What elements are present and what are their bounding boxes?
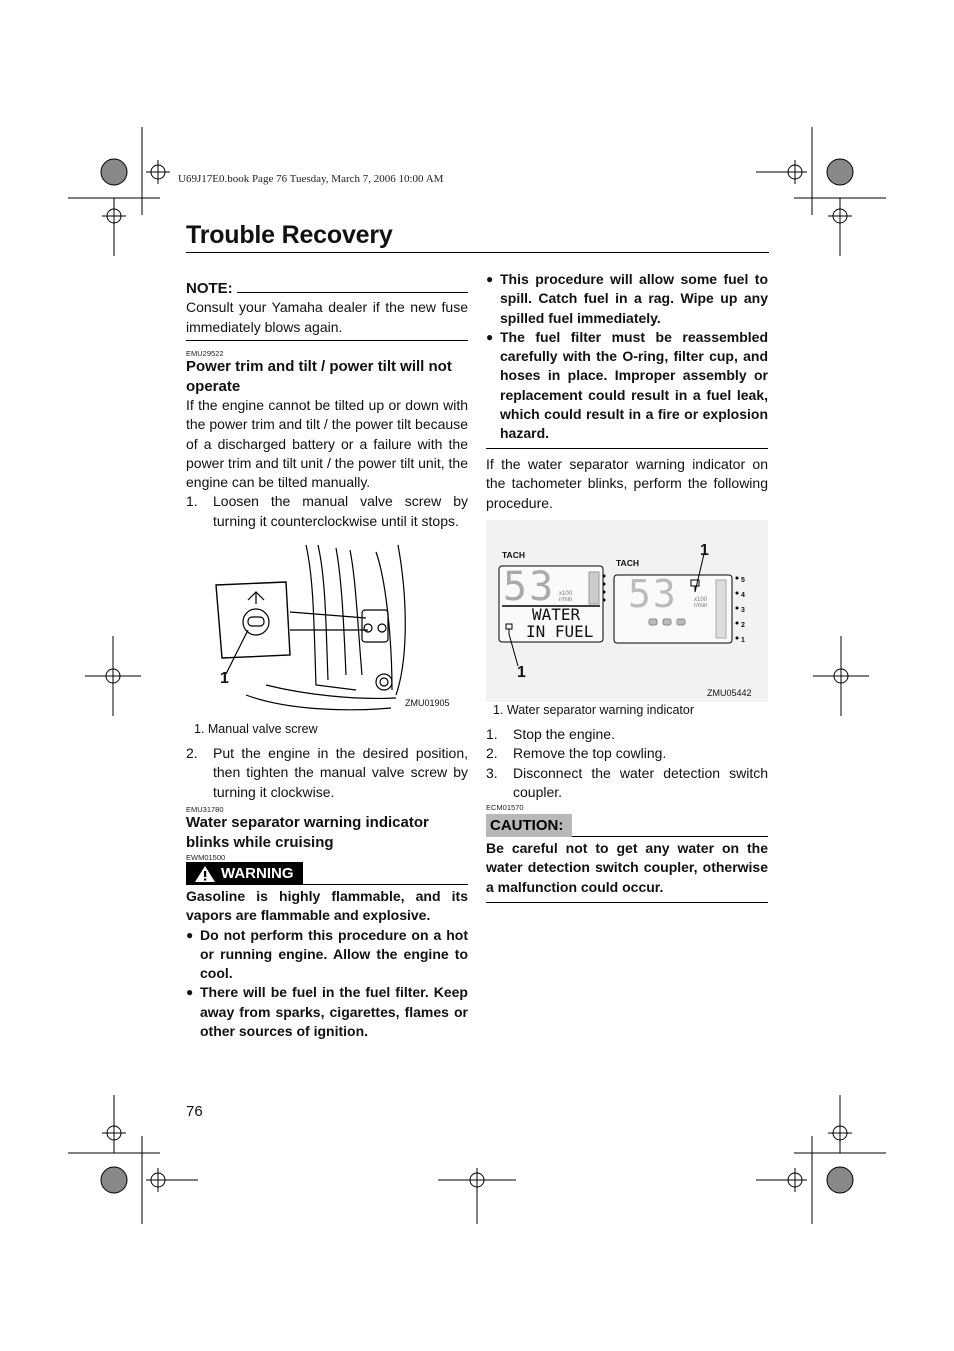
rpm-digits-left: 53 (503, 564, 556, 610)
caution-end-rule (486, 902, 768, 903)
warning-end-rule (486, 448, 768, 449)
rpm-unit-right-bottom: r/min (694, 603, 708, 609)
figure-caption: 1. Manual valve screw (194, 722, 318, 736)
warning-bullet (186, 983, 468, 1041)
scale-label: 2 (741, 622, 745, 629)
section-water-separator (186, 805, 468, 862)
tach-label-left: TACH (502, 550, 525, 560)
rpm-unit-left-bottom: r/min (559, 597, 573, 603)
warning-bullet (486, 270, 768, 328)
step-item (186, 492, 468, 531)
figure-tachometer (486, 520, 768, 702)
manual-valve-illustration (186, 540, 468, 715)
note-rule (237, 292, 468, 293)
figure-code: ZMU05442 (707, 688, 752, 698)
warning-body-left (186, 887, 468, 1041)
scale-label: 1 (741, 637, 745, 644)
note-label: NOTE: (186, 280, 233, 297)
step-number: 2. (486, 745, 498, 762)
tachometer-illustration (486, 520, 768, 702)
step-number: 1. (486, 726, 498, 742)
warning-bullet-text: There will be fuel in the fuel filter. Keep away from sparks, cigarettes, flames or other sources of ignition. (200, 984, 468, 1040)
step-item (486, 744, 768, 763)
warning-body-right (486, 270, 768, 444)
warning-label-box (186, 862, 303, 885)
warning-intro: Gasoline is highly flammable, and its vapors are flammable and explosive. (186, 888, 468, 924)
warning-label: WARNING (221, 865, 294, 882)
warning-code: EWM01500 (186, 853, 226, 862)
caution-label-box (486, 814, 572, 837)
figure-callout-number: 1 (517, 664, 526, 681)
scale-label: 4 (741, 592, 745, 599)
caution-text: Be careful not to get any water on the water detection switch coupler, otherwise a malfunction could occur. (486, 840, 768, 895)
warning-bullet-text: Do not perform this procedure on a hot or running engine. Allow the engine to cool. (200, 926, 468, 982)
bullet-dot: ● (486, 329, 494, 344)
caution-code: ECM01570 (486, 803, 524, 812)
warning-rule (303, 884, 468, 885)
bullet-dot: ● (486, 272, 494, 286)
warning-bullet (186, 926, 468, 984)
warning-bullet-text: This procedure will allow some fuel to spill. Catch fuel in a rag. Wipe up any spilled fuel immediately. (500, 271, 768, 326)
section-code: EMU29522 (186, 349, 224, 358)
figure-code: ZMU01905 (405, 698, 450, 708)
section-heading: Water separator warning indicator blinks while cruising (186, 814, 429, 851)
section-code: EMU31780 (186, 805, 224, 814)
step-number: 3. (486, 764, 498, 781)
scale-label: 3 (741, 607, 745, 614)
figure-callout-number: 1 (220, 670, 229, 687)
left-column (186, 279, 468, 337)
body-paragraph: If the water separator warning indicator on the tachometer blinks, perform the following procedure. (486, 456, 768, 511)
step-list (486, 725, 768, 802)
step-item (486, 764, 768, 803)
step-text: Disconnect the water detection switch coupler. (513, 764, 768, 800)
step-text: Remove the top cowling. (513, 745, 667, 762)
caution-label: CAUTION: (490, 817, 564, 834)
step-text: Loosen the manual valve screw by turning it counterclockwise until it stops. (213, 493, 468, 529)
note-text: Consult your Yamaha dealer if the new fuse immediately blows again. (186, 299, 468, 335)
bullet-dot: ● (186, 985, 194, 1000)
step-text: Put the engine in the desired position, then tighten the manual valve screw by turning it clockwise. (213, 745, 468, 800)
rpm-unit-left-top: x100 (559, 591, 573, 597)
tach-label-right: TACH (616, 558, 639, 568)
bullet-dot: ● (186, 927, 194, 942)
figure-callout-number: 1 (700, 542, 709, 559)
section-step2 (186, 744, 468, 802)
step-number: 2. (186, 745, 198, 761)
lcd-in-fuel-line: IN FUEL (526, 622, 594, 641)
note-heading (186, 279, 468, 298)
step-item (486, 725, 768, 744)
lcd-water-line: WATER (532, 605, 581, 624)
section-heading: Power trim and tilt / power tilt will not operate (186, 358, 452, 395)
tach-scale (741, 573, 745, 648)
warning-bullet (486, 328, 768, 444)
section-power-trim (186, 349, 468, 531)
body-paragraph: If the engine cannot be tilted up or down with the power trim and tilt / the power tilt because of a discharged battery or a failure with the power trim and tilt unit / the power tilt unit, the engine can be tilted manually. (186, 397, 468, 491)
scale-label: 5 (741, 577, 745, 584)
page-title: Trouble Recovery (186, 221, 393, 249)
caution-rule (572, 836, 768, 837)
figure-caption: 1. Water separator warning indicator (493, 703, 695, 717)
rpm-unit-right-top: x100 (694, 597, 708, 603)
file-header-line: U69J17E0.book Page 76 Tuesday, March 7, 2006 10:00 AM (178, 173, 444, 185)
step-item (186, 744, 468, 802)
warning-bullet-text: The fuel filter must be reassembled carefully with the O-ring, filter cup, and hoses in place. Improper assembly or replacement could result in a fuel leak, which could result in a fire or explosion hazard. (500, 328, 768, 442)
page-number: 76 (186, 1103, 203, 1120)
figure-manual-valve (186, 540, 468, 715)
rpm-digits-right: 53 (628, 572, 678, 616)
warning-triangle-icon (194, 865, 216, 883)
title-rule (186, 252, 769, 253)
step-text: Stop the engine. (513, 726, 615, 742)
note-end-rule (186, 340, 468, 341)
step-number: 1. (186, 493, 198, 510)
